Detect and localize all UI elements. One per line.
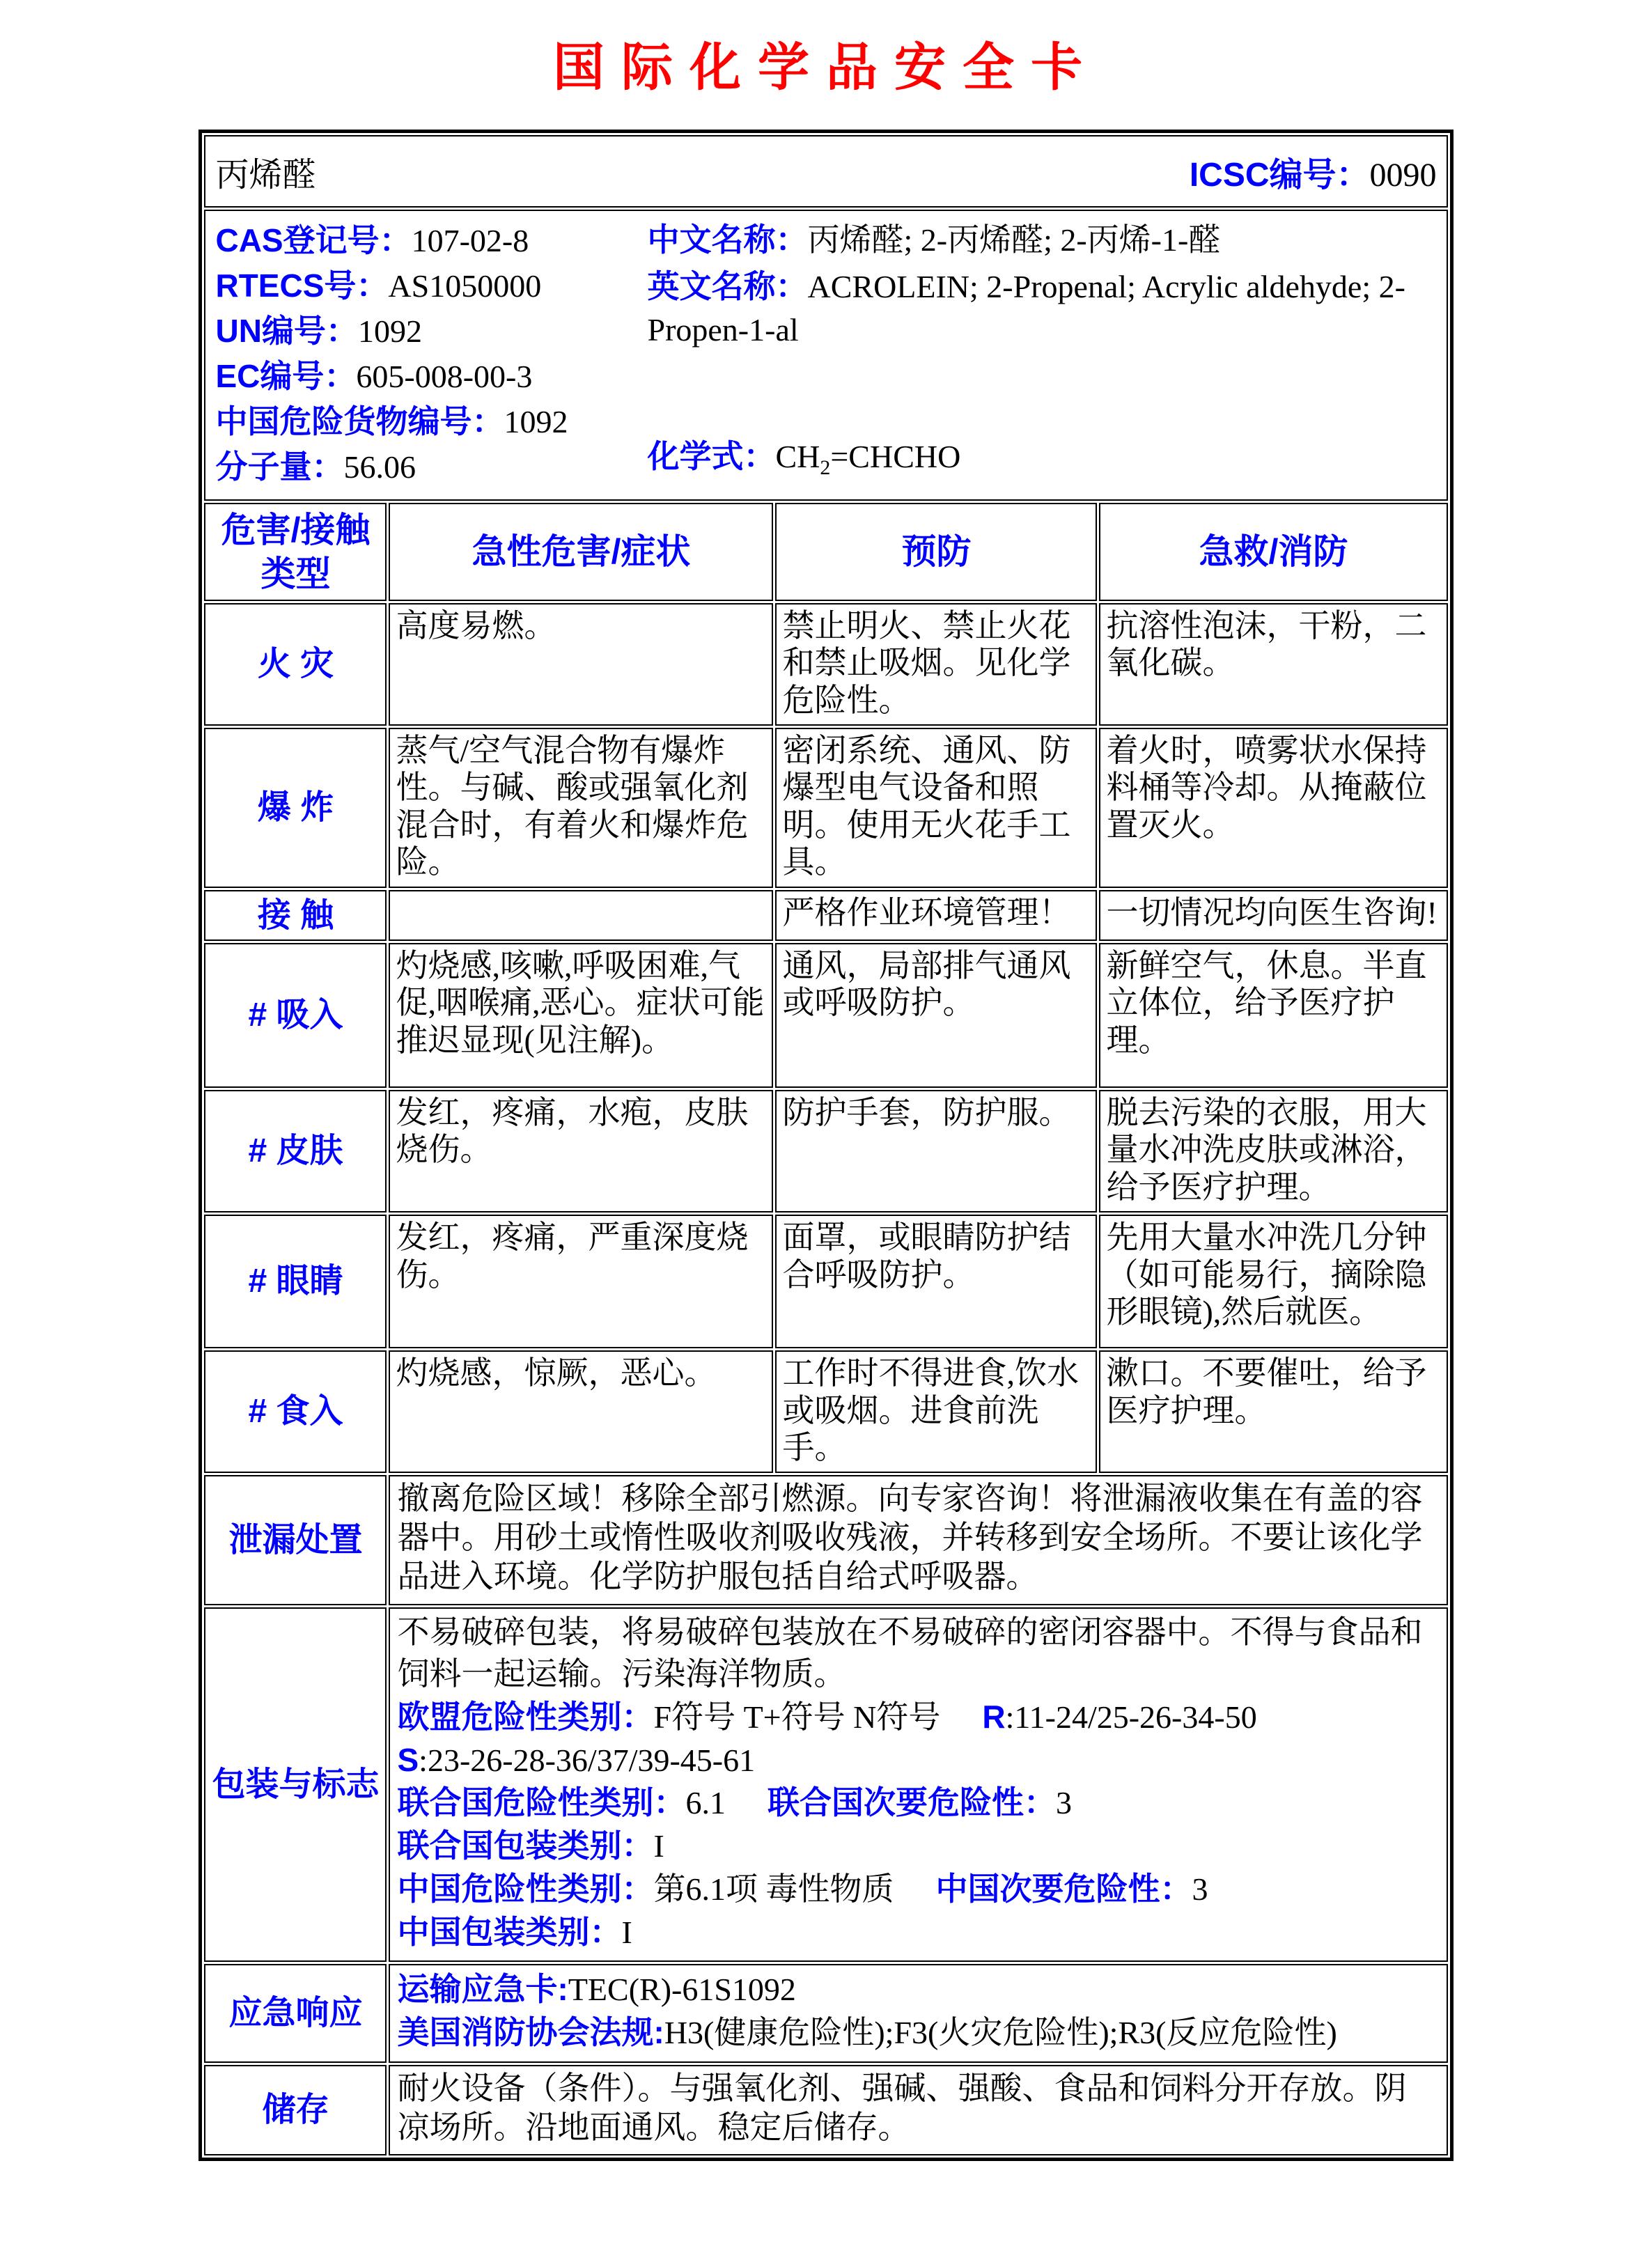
- row-spill-disposal: [204, 1475, 1447, 1605]
- header-hazard-type: 危害/接触 类型: [204, 503, 387, 601]
- icsc-number-value: 0090: [1369, 156, 1437, 194]
- row-fire-aid: 抗溶性泡沫，干粉，二氧化碳。: [1099, 603, 1447, 726]
- row-skin-label: # 皮肤: [204, 1090, 387, 1212]
- identifiers-right-column: [647, 218, 1436, 490]
- row-skin-symptoms: 发红，疼痛，水疱，皮肤烧伤。: [389, 1090, 773, 1212]
- identifiers-left-column: [215, 218, 647, 490]
- row-inhalation-prevention: 通风，局部排气通风或呼吸防护。: [775, 943, 1097, 1088]
- packaging-cn-packing-group: 中国包装类别：I: [397, 1913, 632, 1950]
- row-packaging-label: 包装与标志: [204, 1607, 387, 1963]
- rtecs-number: RTECS号：AS1050000: [215, 267, 542, 304]
- ec-number: EC编号：605-008-00-3: [215, 358, 533, 394]
- row-packaging-labelling: [204, 1607, 1447, 1963]
- card-header-cell: [204, 135, 1447, 208]
- identifiers-row: [204, 210, 1447, 501]
- row-contact-prevention: 严格作业环境管理！: [775, 890, 1097, 942]
- cas-number: CAS登记号：107-02-8: [215, 222, 529, 258]
- row-fire-prevention: 禁止明火、禁止火花和禁止吸烟。见化学危险性。: [775, 603, 1097, 726]
- packaging-s-phrases: S:23-26-28-36/37/39-45-61: [397, 1741, 756, 1778]
- un-number: UN编号：1092: [215, 313, 422, 349]
- icsc-number: [1190, 148, 1437, 196]
- molecular-weight: 分子量：56.06: [215, 449, 416, 485]
- row-fire: [204, 603, 1447, 726]
- row-emergency-response: [204, 1964, 1447, 2062]
- chinese-name: 中文名称：丙烯醛; 2-丙烯醛; 2-丙烯-1-醛: [647, 221, 1221, 258]
- row-skin-prevention: 防护手套，防护服。: [775, 1090, 1097, 1212]
- row-explosion-label: 爆 炸: [204, 728, 387, 887]
- row-ingestion-aid: 漱口。不要催吐，给予医疗护理。: [1099, 1350, 1447, 1473]
- emergency-nfpa-code: 美国消防协会法规:H3(健康危险性);F3(火灾危险性);R3(反应危险性): [397, 2014, 1337, 2051]
- packaging-cn-classification: 中国危险性类别：第6.1项 毒性物质 中国次要危险性：3: [397, 1870, 1208, 1907]
- chemical-formula: 化学式：$CH_2=CHCHO$: [647, 437, 961, 479]
- row-storage-label: 储存: [204, 2065, 387, 2155]
- row-ingestion-symptoms: 灼烧感，惊厥，恶心。: [389, 1350, 773, 1473]
- row-explosion-prevention: 密闭系统、通风、防爆型电气设备和照明。使用无火花手工具。: [775, 728, 1097, 887]
- row-eyes: [204, 1215, 1447, 1348]
- row-emergency-label: 应急响应: [204, 1964, 387, 2062]
- china-dg-number: 中国危险货物编号：1092: [215, 403, 568, 439]
- row-eyes-prevention: 面罩，或眼睛防护结合呼吸防护。: [775, 1215, 1097, 1348]
- row-packaging-content: [389, 1607, 1447, 1963]
- hazard-table-header-row: [204, 503, 1447, 601]
- row-eyes-label: # 眼睛: [204, 1215, 387, 1348]
- packaging-un-packing-group: 联合国包装类别：I: [397, 1827, 664, 1864]
- icsc-card-table: [198, 130, 1453, 2161]
- card-header-row: [204, 135, 1447, 208]
- row-inhalation-aid: 新鲜空气，休息。半直立体位，给予医疗护理。: [1099, 943, 1447, 1088]
- row-explosion: [204, 728, 1447, 887]
- emergency-transport-card: 运输应急卡:TEC(R)-61S1092: [397, 1971, 796, 2008]
- header-first-aid: 急救/消防: [1099, 503, 1447, 601]
- page-title: 国际化学品安全卡: [553, 40, 1099, 97]
- row-ingestion-label: # 食入: [204, 1350, 387, 1473]
- row-skin-aid: 脱去污染的衣服，用大量水冲洗皮肤或淋浴，给予医疗护理。: [1099, 1090, 1447, 1212]
- row-spill-disposal-text: 撤离危险区域！移除全部引燃源。向专家咨询！将泄漏液收集在有盖的容器中。用砂土或惰性吸收剂吸收残液，并转移到安全场所。不要让该化学品进入环境。化学防护服包括自给式呼吸器。: [389, 1475, 1447, 1605]
- row-inhalation: [204, 943, 1447, 1088]
- row-inhalation-symptoms: 灼烧感,咳嗽,呼吸困难,气促,咽喉痛,恶心。症状可能推迟显现(见注解)。: [389, 943, 773, 1088]
- packaging-transport-note: 不易破碎包装，将易破碎包装放在不易破碎的密闭容器中。不得与食品和饲料一起运输。污染海洋物质。: [397, 1614, 1423, 1692]
- row-ingestion-prevention: 工作时不得进食,饮水或吸烟。进食前洗手。: [775, 1350, 1097, 1473]
- header-prevention: 预防: [775, 503, 1097, 601]
- formula-subscript: 2: [820, 456, 831, 479]
- row-contact-symptoms: [389, 890, 773, 942]
- english-name: 英文名称：ACROLEIN; 2-Propenal; Acrylic aldehyde; 2-Propen-1-al: [647, 268, 1405, 348]
- row-contact-aid: 一切情况均向医生咨询!: [1099, 890, 1447, 942]
- packaging-un-classification: 联合国危险性类别：6.1 联合国次要危险性：3: [397, 1784, 1072, 1821]
- header-symptoms: 急性危害/症状: [389, 503, 773, 601]
- row-contact-label: 接 触: [204, 890, 387, 942]
- substance-name: 丙烯醛: [215, 156, 316, 194]
- row-spill-disposal-label: 泄漏处置: [204, 1475, 387, 1605]
- row-emergency-content: [389, 1964, 1447, 2062]
- icsc-number-label: ICSC编号：: [1189, 156, 1370, 194]
- row-fire-symptoms: 高度易燃。: [389, 603, 773, 726]
- row-eyes-aid: 先用大量水冲洗几分钟（如可能易行，摘除隐形眼镜),然后就医。: [1099, 1215, 1447, 1348]
- row-storage-text: 耐火设备（条件）。与强氧化剂、强碱、强酸、食品和饲料分开存放。阴凉场所。沿地面通风。稳定后储存。: [389, 2065, 1447, 2155]
- packaging-eu-classification: 欧盟危险性类别：F符号 T+符号 N符号 R:11-24/25-26-34-50: [397, 1699, 1257, 1736]
- row-storage: [204, 2065, 1447, 2155]
- row-skin: [204, 1090, 1447, 1212]
- row-fire-label: 火 灾: [204, 603, 387, 726]
- row-ingestion: [204, 1350, 1447, 1473]
- row-explosion-symptoms: 蒸气/空气混合物有爆炸性。与碱、酸或强氧化剂混合时，有着火和爆炸危险。: [389, 728, 773, 887]
- identifiers-cell: [204, 210, 1447, 501]
- row-explosion-aid: 着火时，喷雾状水保持料桶等冷却。从掩蔽位置灭火。: [1099, 728, 1447, 887]
- row-contact: [204, 890, 1447, 942]
- row-eyes-symptoms: 发红，疼痛，严重深度烧伤。: [389, 1215, 773, 1348]
- row-inhalation-label: # 吸入: [204, 943, 387, 1088]
